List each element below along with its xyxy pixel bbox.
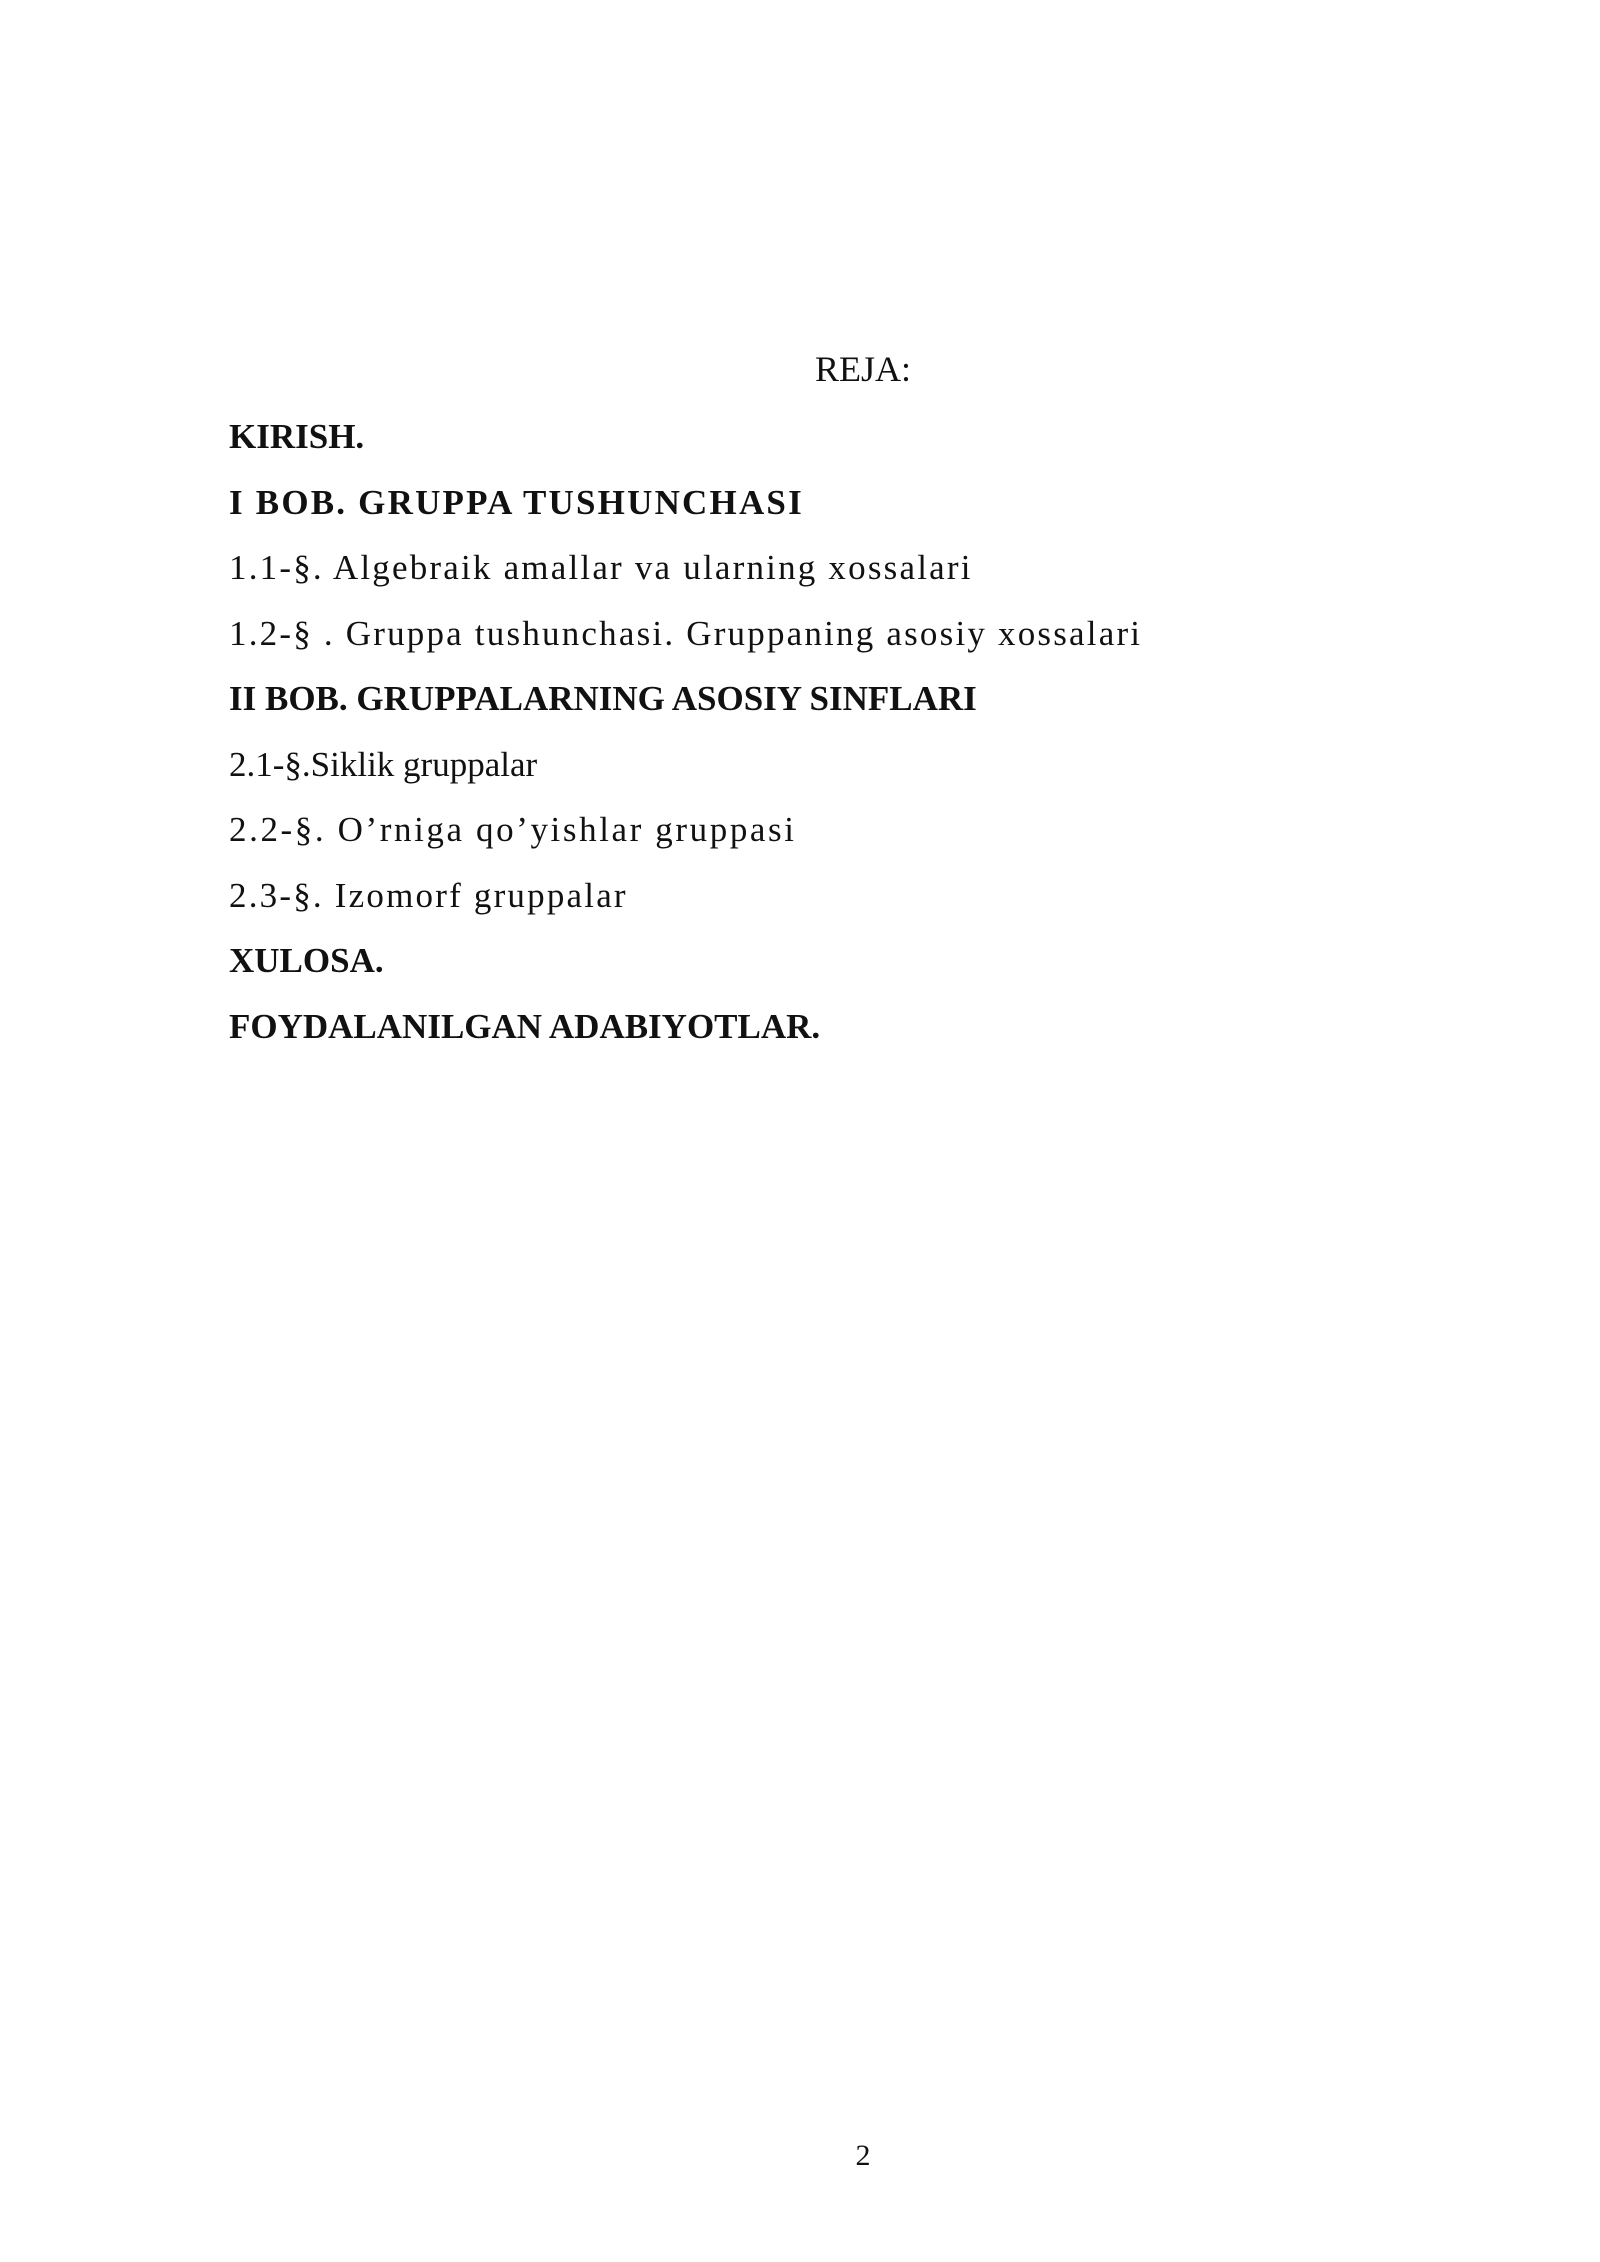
page-number: 2 (855, 2139, 871, 2172)
toc-item-chapter-2: II BOB. GRUPPALARNING ASOSIY SINFLARI (229, 679, 977, 718)
toc-item-section-1-1: 1.1-§. Algebraik amallar va ularning xossalari (229, 548, 973, 587)
toc-item-section-2-1: 2.1-§.Siklik gruppalar (229, 744, 538, 784)
toc-item-section-2-3: 2.3-§. Izomorf gruppalar (229, 875, 628, 915)
toc-item-kirish: KIRISH. (229, 417, 365, 456)
page-title: REJA: (814, 349, 911, 389)
toc-item-adabiyotlar: FOYDALANILGAN ADABIYOTLAR. (229, 1006, 821, 1046)
toc-item-chapter-1: I BOB. GRUPPA TUSHUNCHASI (229, 482, 804, 522)
toc-item-section-1-2: 1.2-§ . Gruppa tushunchasi. Gruppaning asosiy xossalari (229, 613, 1143, 653)
table-of-contents (229, 410, 1409, 1065)
toc-item-section-2-2: 2.2-§. O’rniga qo’yishlar gruppasi (229, 810, 797, 849)
toc-item-xulosa: XULOSA. (229, 941, 384, 980)
